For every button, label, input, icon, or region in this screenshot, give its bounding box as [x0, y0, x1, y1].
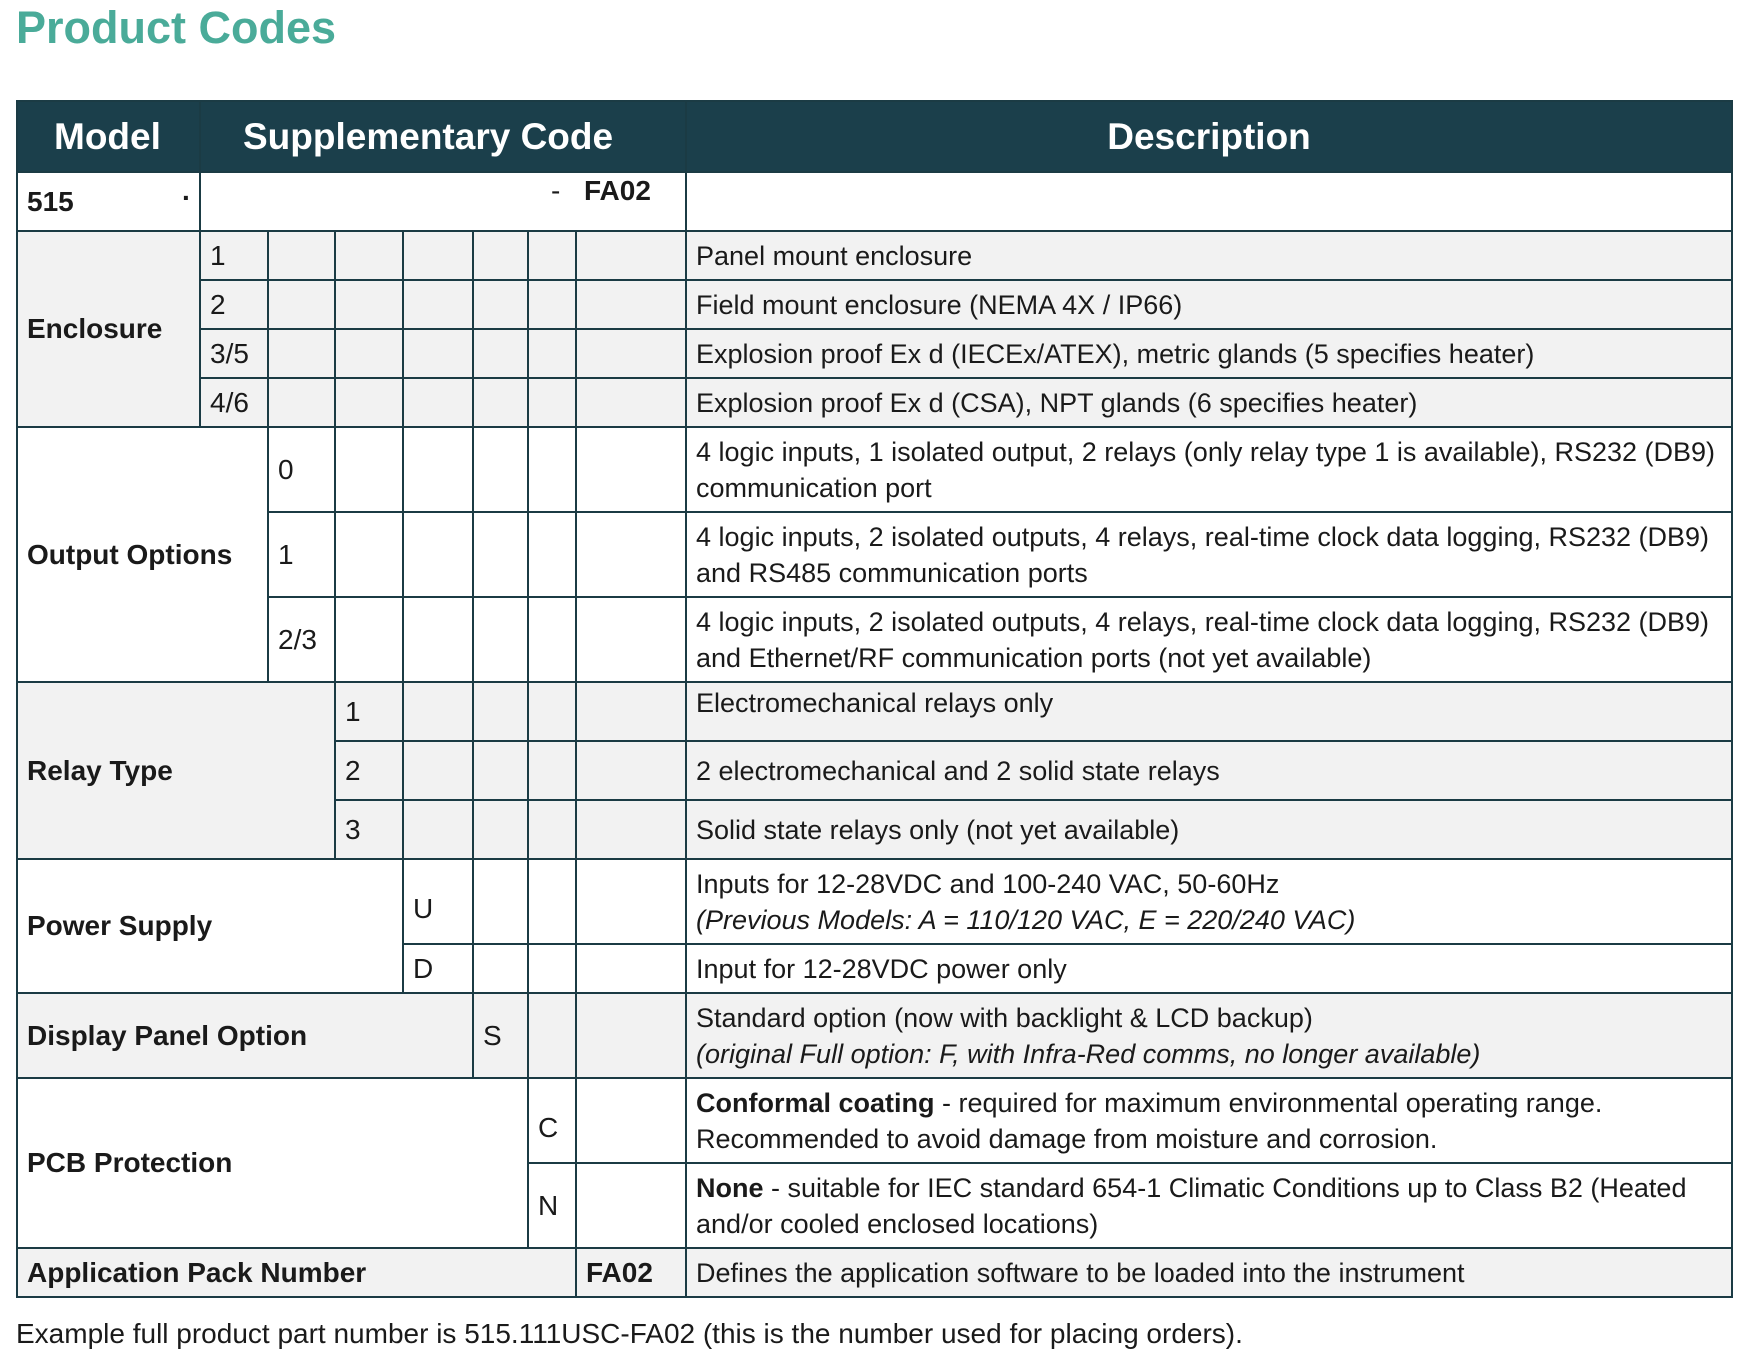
model-number: 515: [27, 185, 74, 217]
pcb-protection-desc: [686, 1163, 1732, 1248]
table-row: [17, 1078, 1732, 1163]
application-pack-code: FA02: [576, 1248, 686, 1297]
model-description: [686, 172, 1732, 231]
output-options-label: Output Options: [17, 427, 268, 682]
header-model: Model: [17, 101, 200, 172]
power-supply-code: D: [403, 944, 473, 993]
enclosure-desc: Panel mount enclosure: [686, 231, 1732, 280]
pcb-protection-desc-bold: None: [696, 1172, 764, 1203]
power-supply-label: Power Supply: [17, 859, 403, 993]
table-header-row: [17, 101, 1732, 172]
table-row: [17, 682, 1732, 741]
enclosure-code: 3/5: [200, 329, 268, 378]
pcb-protection-desc-bold: Conformal coating: [696, 1087, 935, 1118]
table-row: [17, 329, 1732, 378]
model-row: [17, 172, 1732, 231]
enclosure-desc: Explosion proof Ex d (IECEx/ATEX), metric glands (5 specifies heater): [686, 329, 1732, 378]
application-pack-desc: Defines the application software to be loaded into the instrument: [686, 1248, 1732, 1297]
footnote: Example full product part number is 515.111USC-FA02 (this is the number used for placing orders).: [16, 1318, 1243, 1349]
relay-type-desc: Solid state relays only (not yet available): [686, 800, 1732, 859]
table-row: [17, 427, 1732, 512]
product-codes-table: [16, 100, 1733, 1298]
table-row: [17, 378, 1732, 427]
output-option-desc: 4 logic inputs, 2 isolated outputs, 4 relays, real-time clock data logging, RS232 (DB9) and RS485 communication ports: [686, 512, 1732, 597]
application-pack-label: Application Pack Number: [17, 1248, 576, 1297]
enclosure-code: 1: [200, 231, 268, 280]
power-supply-desc: [686, 859, 1732, 944]
header-supplementary-code: Supplementary Code: [200, 101, 686, 172]
pcb-protection-code: N: [528, 1163, 576, 1248]
output-option-code: 1: [268, 512, 335, 597]
output-option-desc: 4 logic inputs, 2 isolated outputs, 4 relays, real-time clock data logging, RS232 (DB9) and Ethernet/RF communication ports (not yet available): [686, 597, 1732, 682]
relay-type-code: 3: [335, 800, 403, 859]
enclosure-desc: Explosion proof Ex d (CSA), NPT glands (6 specifies heater): [686, 378, 1732, 427]
enclosure-label: Enclosure: [17, 231, 200, 427]
relay-type-desc: Electromechanical relays only: [686, 682, 1732, 741]
power-supply-desc: Input for 12-28VDC power only: [686, 944, 1732, 993]
enclosure-code: 4/6: [200, 378, 268, 427]
display-panel-desc-main: Standard option (now with backlight & LCD backup): [696, 1002, 1313, 1033]
relay-type-label: Relay Type: [17, 682, 335, 859]
header-description: Description: [686, 101, 1732, 172]
supplementary-code-cell: [200, 172, 686, 231]
enclosure-code: 2: [200, 280, 268, 329]
table-row: [17, 597, 1732, 682]
relay-type-code: 2: [335, 741, 403, 800]
table-row: [17, 859, 1732, 944]
model-dot: .: [182, 175, 190, 206]
pcb-protection-label: PCB Protection: [17, 1078, 528, 1248]
table-row: [17, 993, 1732, 1078]
pcb-protection-desc-text: - suitable for IEC standard 654-1 Climatic Conditions up to Class B2 (Heated and/or cooled enclosed locations): [696, 1172, 1687, 1239]
power-supply-desc-note: (Previous Models: A = 110/120 VAC, E = 220/240 VAC): [696, 904, 1356, 935]
relay-type-code: 1: [335, 682, 403, 741]
output-option-desc: 4 logic inputs, 1 isolated output, 2 relays (only relay type 1 is available), RS232 (DB9) communication port: [686, 427, 1732, 512]
power-supply-desc-main: Inputs for 12-28VDC and 100-240 VAC, 50-60Hz: [696, 868, 1280, 899]
model-cell: [17, 172, 200, 231]
page-title: Product Codes: [16, 2, 337, 53]
supplementary-suffix: FA02: [584, 175, 651, 206]
table-row: [17, 512, 1732, 597]
display-panel-desc-note: (original Full option: F, with Infra-Red comms, no longer available): [696, 1038, 1481, 1069]
pcb-protection-desc: [686, 1078, 1732, 1163]
display-panel-code: S: [473, 993, 528, 1078]
output-option-code: 2/3: [268, 597, 335, 682]
power-supply-code: U: [403, 859, 473, 944]
table-row: [17, 1248, 1732, 1297]
table-row: [17, 280, 1732, 329]
enclosure-desc: Field mount enclosure (NEMA 4X / IP66): [686, 280, 1732, 329]
supplementary-dash: -: [551, 175, 561, 206]
table-row: [17, 231, 1732, 280]
display-panel-desc: [686, 993, 1732, 1078]
output-option-code: 0: [268, 427, 335, 512]
pcb-protection-desc-text: - required for maximum environmental operating range. Recommended to avoid damage from moisture and corrosion.: [696, 1087, 1603, 1154]
display-panel-label: Display Panel Option: [17, 993, 473, 1078]
relay-type-desc: 2 electromechanical and 2 solid state relays: [686, 741, 1732, 800]
pcb-protection-code: C: [528, 1078, 576, 1163]
